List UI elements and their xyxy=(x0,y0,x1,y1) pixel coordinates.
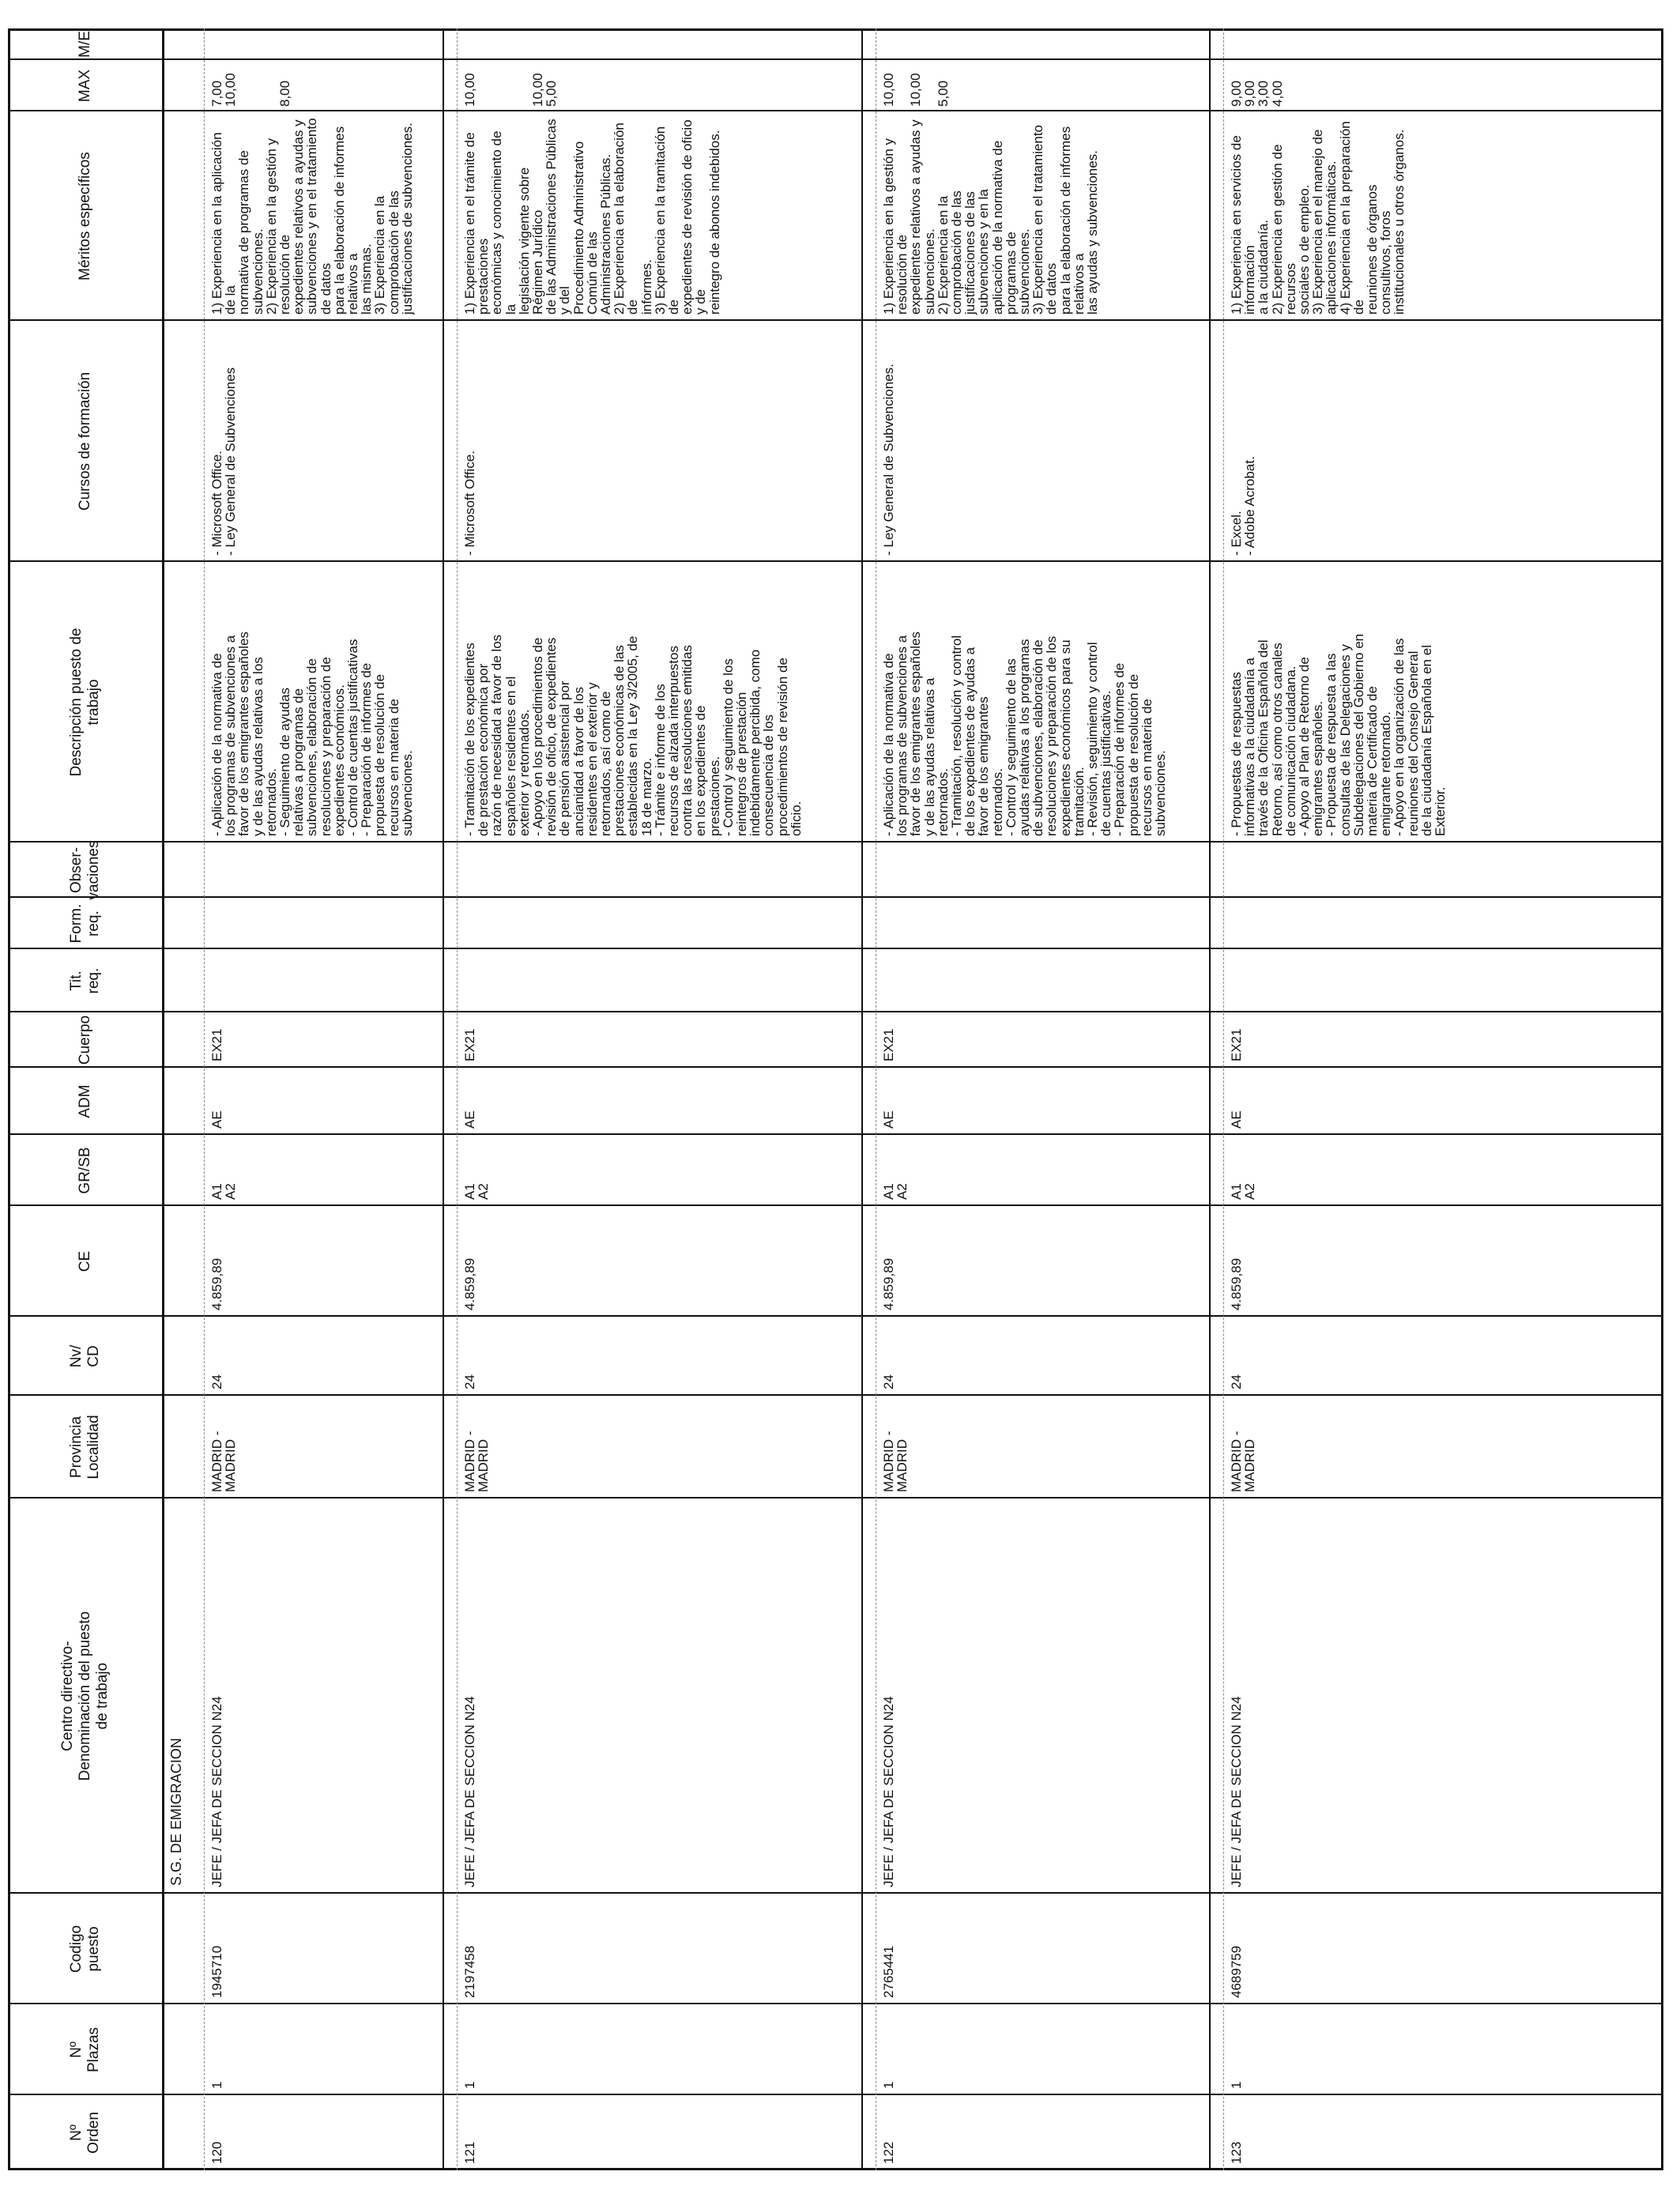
column-header-codigo: Codigo puesto xyxy=(67,1924,102,1973)
row-denominacion: JEFE / JEFA DE SECCION N24 xyxy=(881,1696,896,1887)
column-divider xyxy=(8,948,1663,949)
column-header-cursos: Cursos de formación xyxy=(76,371,93,511)
row-orden: 122 xyxy=(881,2141,896,2164)
row-meritos: 1) Experiencia en servicios de información a la ciudadanía. 2) Experiencia en gestión de recursos sociales o de empleo. 3) Experiencia en el manejo de aplicaciones informáticas. 4) Experiencia en la preparación de reuniones de órganos consultivos, foros institucionales u otros órganos. xyxy=(1229,121,1407,315)
row-adm: AE xyxy=(209,1110,224,1129)
row-cursos: - Microsoft Office. xyxy=(462,450,477,556)
column-header-observaciones: Obser- vaciones xyxy=(67,840,102,900)
row-grupo: A1 A2 xyxy=(881,1183,910,1200)
column-header-centro: Centro directivo- Denominación del puesto de trabajo xyxy=(58,1611,111,1781)
column-divider xyxy=(8,841,1663,843)
row-descripcion: - Aplicación de la normativa de los programas de subvenciones a favor de los emigrantes españoles y de las ayudas relativas a los retornados. - Seguimiento de ayudas relativas a programas de subvenciones, elaboración de resoluciones y preparación de expedientes económicos. - Control de cuentas justificativas - Preparación de informes de propuesta de resolución de recursos en materia de subvenciones. xyxy=(209,631,415,836)
row-adm: AE xyxy=(881,1110,896,1129)
column-header-ce: CE xyxy=(76,1250,93,1272)
row-max: 9,00 9,00 3,00 4,00 xyxy=(1229,80,1285,107)
column-header-meritos: Méritos específicos xyxy=(76,152,93,281)
row-cuerpo: EX21 xyxy=(881,1028,896,1061)
row-descripcion: - Aplicación de la normativa de los programas de subvenciones a favor de los emigrantes españoles y de las ayudas relativas a retornados. - Tramitación, resolución y control de los expedientes de ayudas a favor de los emigrantes retornados. - Control y seguimiento de las ayudas relativas a los programas de subvenciones, elaboración de resoluciones y preparación de los expedientes económicos para su tramitación. - Revisión, seguimiento y control de cuentas justificativas. - Preparación de informes de propuesta de resolución de recursos en materia de subvenciones. xyxy=(881,631,1169,836)
row-nivel: 24 xyxy=(881,1374,896,1389)
row-cursos: - Microsoft Office. - Ley General de Subvenciones xyxy=(209,367,239,556)
column-divider xyxy=(8,560,1663,562)
column-header-cuerpo: Cuerpo xyxy=(76,1015,93,1065)
row-codigo: 1945710 xyxy=(209,1945,224,1998)
row-grupo: A1 A2 xyxy=(209,1183,239,1200)
row-grupo: A1 A2 xyxy=(462,1183,492,1200)
row-ce: 4.859,89 xyxy=(209,1257,224,1310)
row-nivel: 24 xyxy=(209,1374,224,1389)
row-guide xyxy=(204,28,205,2170)
row-orden: 120 xyxy=(209,2141,224,2164)
column-divider xyxy=(8,1394,1663,1396)
row-denominacion: JEFE / JEFA DE SECCION N24 xyxy=(209,1696,224,1887)
column-divider xyxy=(8,1315,1663,1317)
row-meritos: 1) Experiencia en el trámite de prestaciones económicas y conocimiento de la legislación vigente sobre Régimen Jurídico de las Administraciones Públicas y del Procedimiento Administrativo Común de las Administraciones Públicas. 2) Experiencia en la elaboración de informes. 3) Experiencia en la tramitación de expedientes de revisión de oficio y de reintegro de abonos indebidos. xyxy=(462,119,722,315)
column-divider xyxy=(8,110,1663,111)
row-cursos: - Ley General de Subvenciones. xyxy=(881,364,896,556)
row-max: 7,00 10,00 8,00 xyxy=(209,73,293,107)
row-descripcion: - Tramitación de los expedientes de prestación económica por razón de necesidad a favor de los españoles residentes en el exterior y retornados. - Apoyo en los procedimientos de revisión de oficio, de expedientes de pensión asistencial por ancianidad a favor de los residentes en el exterior y retornados, así como de prestaciones económicas de las establecidas en la Ley 3/2005, de 18 de marzo. - Trámite e informe de los recursos de alzada interpuestos contra las resoluciones emitidas en los expedientes de prestaciones. - Control y seguimiento de los reintegros de prestación indebidamente percibida, como consecuencia de los procedimientos de revisión de oficio. xyxy=(462,634,804,836)
row-provincia: MADRID - MADRID xyxy=(1229,1431,1258,1492)
row-codigo: 4689759 xyxy=(1229,1945,1244,1998)
row-guide xyxy=(1223,28,1224,2170)
row-provincia: MADRID - MADRID xyxy=(881,1431,910,1492)
row-nivel: 24 xyxy=(1229,1374,1244,1389)
column-header-grupo: GR/SB xyxy=(76,1147,93,1194)
row-cuerpo: EX21 xyxy=(462,1028,477,1061)
row-plazas: 1 xyxy=(209,2081,224,2089)
column-header-plazas: Nº Plazas xyxy=(67,2026,102,2073)
row-provincia: MADRID - MADRID xyxy=(209,1431,239,1492)
row-guide xyxy=(457,28,458,2170)
column-header-nivel: Nv/ CD xyxy=(67,1344,102,1368)
column-divider xyxy=(8,2003,1663,2004)
row-orden: 121 xyxy=(462,2141,477,2164)
row-plazas: 1 xyxy=(462,2081,477,2089)
row-adm: AE xyxy=(1229,1110,1244,1129)
row-denominacion: JEFE / JEFA DE SECCION N24 xyxy=(462,1696,477,1887)
column-header-max: MAX xyxy=(76,69,93,103)
header-divider xyxy=(162,28,164,2170)
column-header-adm: ADM xyxy=(76,1084,93,1118)
row-nivel: 24 xyxy=(462,1374,477,1389)
column-divider xyxy=(8,1892,1663,1894)
column-divider xyxy=(8,1497,1663,1498)
column-header-me: M/E xyxy=(76,31,93,58)
row-adm: AE xyxy=(462,1110,477,1129)
column-divider xyxy=(8,319,1663,321)
row-cursos: - Excel. - Adobe Acrobat. xyxy=(1229,456,1258,556)
row-plazas: 1 xyxy=(1229,2081,1244,2089)
row-meritos: 1) Experiencia en la gestión y resolución de expedientes relativos a ayudas y subvenciones. 2) Experiencia en la comprobación de las justificaciones de las subvenciones y en la aplicación de la normativa de programas de subvenciones. 3) Experiencia en el tratamiento de datos para la elaboración de informes relativos a las ayudas y subvenciones. xyxy=(881,119,1101,315)
row-max: 10,00 10,00 5,00 xyxy=(462,73,559,107)
column-divider xyxy=(8,1011,1663,1012)
row-codigo: 2765441 xyxy=(881,1945,896,1998)
section-title: S.G. DE EMIGRACION xyxy=(168,1737,184,1886)
column-divider xyxy=(8,896,1663,898)
column-header-descripcion: Descripción puesto de trabajo xyxy=(67,628,102,777)
row-divider xyxy=(1209,28,1211,2170)
row-grupo: A1 A2 xyxy=(1229,1183,1258,1200)
row-ce: 4.859,89 xyxy=(462,1257,477,1310)
column-header-orden: Nº Orden xyxy=(67,2112,102,2154)
row-denominacion: JEFE / JEFA DE SECCION N24 xyxy=(1229,1696,1244,1887)
row-divider xyxy=(443,28,444,2170)
row-cuerpo: EX21 xyxy=(209,1028,224,1061)
column-divider xyxy=(8,1133,1663,1135)
row-orden: 123 xyxy=(1229,2141,1244,2164)
column-header-formacion_req: Form. req. xyxy=(67,903,102,944)
column-divider xyxy=(8,2094,1663,2095)
column-divider xyxy=(8,1066,1663,1068)
row-provincia: MADRID - MADRID xyxy=(462,1431,492,1492)
row-descripcion: - Propuestas de respuestas informativas a la ciudadanía a través de la Oficina Española del Retorno, así como otros canales de comunicación ciudadana. - Apoyo al Plan de Retorno de emigrantes españoles. - Propuesta de respuesta a las consultas de las Delegaciones y Subdelegaciones del Gobierno en materia de Certificado de emigrante retornado. - Apoyo en la organización de las reuniones del Consejo General de la ciudadanía Española en el Exterior. xyxy=(1229,633,1448,836)
row-codigo: 2197458 xyxy=(462,1945,477,1998)
row-meritos: 1) Experiencia en la aplicación de la normativa de programas de subvenciones. 2) Experiencia en la gestión y resolución de expedientes relativos a ayudas y subvenciones y en el tratamiento de datos para la elaboración de informes relativos a las mismas. 3) Experiencia en la comprobación de las justificaciones de subvenciones. xyxy=(209,118,415,315)
column-header-titulacion: Tit. req. xyxy=(67,967,102,994)
row-ce: 4.859,89 xyxy=(881,1257,896,1310)
row-plazas: 1 xyxy=(881,2081,896,2089)
column-header-provincia: Provincia Localidad xyxy=(67,1415,102,1480)
row-cuerpo: EX21 xyxy=(1229,1028,1244,1061)
row-divider xyxy=(861,28,863,2170)
column-divider xyxy=(8,1204,1663,1206)
row-max: 10,00 10,00 5,00 xyxy=(881,73,951,107)
row-ce: 4.859,89 xyxy=(1229,1257,1244,1310)
